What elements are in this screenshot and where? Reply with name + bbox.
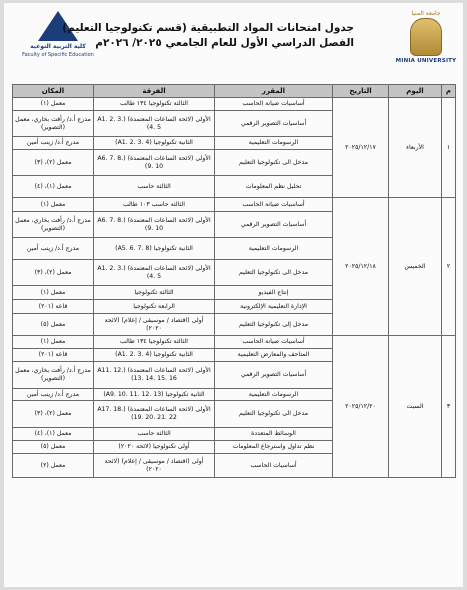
title-line-1: جدول امتحانات المواد التطبيقية (قسم تكنولوجيا التعليم) bbox=[62, 22, 354, 34]
cell-place: مدرج أ.د/ زينب أمين bbox=[13, 389, 94, 401]
cell-course: الرسومات التعليمية bbox=[215, 137, 333, 150]
document-titles bbox=[62, 21, 354, 51]
cell-course: مدخل الى تكنولوجيا التعليم bbox=[215, 150, 333, 176]
cell-group: الثانية تكنولوجيا (A1. 2. 3. 4) bbox=[94, 137, 215, 150]
cell-place: قاعة (٢٠١) bbox=[13, 349, 94, 362]
header-place: المكان bbox=[13, 85, 94, 98]
cell-day: السبت bbox=[389, 336, 442, 478]
cell-num: ١ bbox=[442, 98, 456, 198]
cell-group: الرابعة تكنولوجيا bbox=[94, 300, 215, 314]
cell-place: معمل (٥) bbox=[13, 314, 94, 336]
cell-place: قاعة (٢٠١) bbox=[13, 300, 94, 314]
cell-course: أساسيات صيانة الحاسب bbox=[215, 336, 333, 349]
cell-group: الثالثة تكنولوجيا ١٣٤ طالب bbox=[94, 336, 215, 349]
cell-place: مدرج أ.د/ زينب أمين bbox=[13, 137, 94, 150]
cell-course: أساسيات صيانة الحاسب bbox=[215, 198, 333, 212]
cell-group: الأولى (لائحة الساعات المعتمدة) (A1. 2. 3. 4. 5) bbox=[94, 260, 215, 286]
cell-place: معمل (٢)، (٣) bbox=[13, 150, 94, 176]
cell-place: معمل (١) bbox=[13, 286, 94, 300]
cell-group: الثالثة حاسب ١٠٣ طالب bbox=[94, 198, 215, 212]
cell-group: الأولى (لائحة الساعات المعتمدة) (A6. 7. 8. 9. 10) bbox=[94, 212, 215, 238]
cell-group: أولى (اقتصاد / موسيقى / إعلام) (لائحة ٢٠٢٠) bbox=[94, 454, 215, 478]
cell-place: مدرج أ.د/ زينب أمين bbox=[13, 238, 94, 260]
cell-num: ٢ bbox=[442, 198, 456, 336]
table-header-row bbox=[13, 85, 456, 98]
cell-course: أساسيات الحاسب bbox=[215, 454, 333, 478]
cell-group: الأولى (لائحة الساعات المعتمدة) (A17. 18. 19. 20. 21. 22) bbox=[94, 401, 215, 428]
cell-place: مدرج أ.د/ رأفت بخاري، معمل (التصوير) bbox=[13, 362, 94, 389]
title-line-2: الفصل الدراسي الأول للعام الجامعي ٢٠٢٥/ ٢٠٢٦م bbox=[95, 37, 354, 49]
cell-group: الأولى (لائحة الساعات المعتمدة) (A11. 12. 13. 14. 15. 16) bbox=[94, 362, 215, 389]
cell-course: أساسيات التصوير الرقمي bbox=[215, 111, 333, 137]
exam-schedule-table bbox=[12, 84, 456, 478]
faculty-logo-arabic: كلية التربية النوعية bbox=[30, 43, 86, 50]
university-logo-english: MINIA UNIVERSITY bbox=[395, 58, 457, 64]
cell-place: معمل (١) bbox=[13, 98, 94, 111]
header-group: الفرقة bbox=[94, 85, 215, 98]
cell-course: تحليل نظم المعلومات bbox=[215, 176, 333, 198]
cell-course: مدخل الى تكنولوجيا التعليم bbox=[215, 401, 333, 428]
cell-group: الأولى (لائحة الساعات المعتمدة) (A6. 7. 8. 9. 10) bbox=[94, 150, 215, 176]
cell-course: الوسائط المتعددة bbox=[215, 428, 333, 441]
university-logo-arabic: جامعة المنيا bbox=[411, 10, 441, 17]
cell-place: معمل (٢)، (٣) bbox=[13, 401, 94, 428]
header-course: المقرر bbox=[215, 85, 333, 98]
cell-course: المتاحف والمعارض التعليمية bbox=[215, 349, 333, 362]
cell-day: الأربعاء bbox=[389, 98, 442, 198]
cell-place: معمل (٥) bbox=[13, 441, 94, 454]
cell-group: الثالثة تكنولوجيا bbox=[94, 286, 215, 300]
table-body bbox=[13, 98, 456, 478]
cell-course: نظم تداول واسترجاع المعلومات bbox=[215, 441, 333, 454]
university-crest-icon bbox=[410, 18, 442, 56]
cell-group: الأولى (لائحة الساعات المعتمدة) (A1. 2. 3. 4. 5) bbox=[94, 111, 215, 137]
cell-date: ٢٠٢٥/١٢/٢٠ bbox=[333, 336, 389, 478]
cell-course: الإدارة التعليمية الإلكترونية bbox=[215, 300, 333, 314]
cell-place: مدرج أ.د/ رأفت بخاري، معمل (التصوير) bbox=[13, 212, 94, 238]
cell-group: الثانية تكنولوجيا (A9. 10. 11. 12. 13) bbox=[94, 389, 215, 401]
faculty-logo-english: Faculty of Specific Education bbox=[22, 52, 94, 58]
cell-course: أساسيات التصوير الرقمي bbox=[215, 212, 333, 238]
table-row bbox=[13, 198, 456, 212]
cell-group: الثالثة تكنولوجيا ١٣٤ طالب bbox=[94, 98, 215, 111]
cell-num: ٣ bbox=[442, 336, 456, 478]
cell-course: مدخل إلى تكنولوجيا التعليم bbox=[215, 314, 333, 336]
cell-course: الرسومات التعليمية bbox=[215, 389, 333, 401]
cell-course: الرسومات التعليمية bbox=[215, 238, 333, 260]
header-num: م bbox=[442, 85, 456, 98]
cell-day: الخميس bbox=[389, 198, 442, 336]
cell-group: الثالثة حاسب bbox=[94, 428, 215, 441]
cell-place: معمل (٢)، (٣) bbox=[13, 260, 94, 286]
cell-place: معمل (١) bbox=[13, 198, 94, 212]
header-day: اليوم bbox=[389, 85, 442, 98]
cell-place: معمل (١)، (٤) bbox=[13, 428, 94, 441]
cell-group: أولى (اقتصاد / موسيقى / إعلام) (لائحة ٢٠٢٠) bbox=[94, 314, 215, 336]
cell-group: الثالثة حاسب bbox=[94, 176, 215, 198]
cell-place: مدرج أ.د/ رأفت بخاري، معمل (التصوير) bbox=[13, 111, 94, 137]
header-date: التاريخ bbox=[333, 85, 389, 98]
cell-course: أساسيات صيانة الحاسب bbox=[215, 98, 333, 111]
table-row bbox=[13, 98, 456, 111]
cell-course: أساسيات التصوير الرقمي bbox=[215, 362, 333, 389]
cell-group: الثانية تكنولوجيا (A5. 6. 7. 8) bbox=[94, 238, 215, 260]
university-logo bbox=[395, 10, 457, 72]
document-page bbox=[4, 3, 463, 587]
cell-course: مدخل الى تكنولوجيا التعليم bbox=[215, 260, 333, 286]
cell-place: معمل (١) bbox=[13, 336, 94, 349]
cell-place: معمل (٢) bbox=[13, 454, 94, 478]
cell-course: إنتاج الفيديو bbox=[215, 286, 333, 300]
cell-date: ٢٠٢٥/١٢/١٧ bbox=[333, 98, 389, 198]
table-row bbox=[13, 336, 456, 349]
cell-group: الثانية تكنولوجيا (A1. 2. 3. 4) bbox=[94, 349, 215, 362]
document-header bbox=[4, 3, 463, 85]
cell-date: ٢٠٢٥/١٢/١٨ bbox=[333, 198, 389, 336]
cell-group: أولى تكنولوجيا (لائحة ٢٠٢٠) bbox=[94, 441, 215, 454]
cell-place: معمل (١)، (٤) bbox=[13, 176, 94, 198]
